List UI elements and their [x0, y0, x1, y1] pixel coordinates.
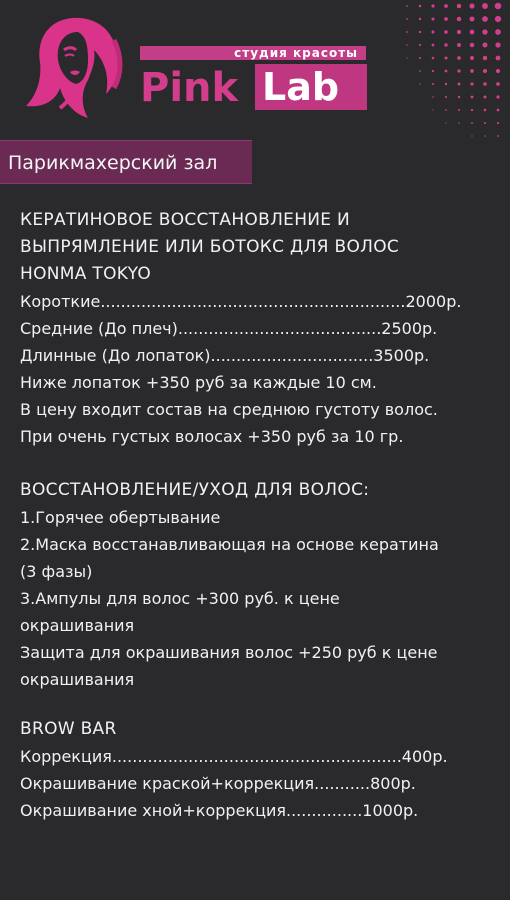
decorative-dot — [471, 135, 472, 136]
decorative-dot — [445, 122, 446, 123]
decorative-dot — [458, 96, 460, 98]
care-item: 1.Горячее обертывание — [20, 508, 221, 527]
decorative-dot — [471, 122, 473, 124]
keratin-heading-line: ВЫПРЯМЛЕНИЕ ИЛИ БОТОКС ДЛЯ ВОЛОС — [20, 237, 400, 257]
decorative-dot — [458, 122, 460, 124]
decorative-dots-pattern — [375, 0, 510, 190]
decorative-dot — [419, 44, 421, 46]
decorative-dot — [406, 31, 408, 33]
keratin-price-long: Длинные (До лопаток)................................3500р. — [20, 346, 430, 365]
decorative-dot — [406, 57, 407, 58]
care-item: 3.Ампулы для волос +300 руб. к цене — [20, 589, 340, 608]
decorative-dot — [457, 4, 462, 9]
decorative-dot — [470, 56, 474, 60]
decorative-dot — [496, 56, 501, 61]
decorative-dot — [495, 29, 501, 35]
keratin-note: При очень густых волосах +350 руб за 10 гр. — [20, 427, 404, 446]
decorative-dot — [482, 29, 487, 34]
brow-heading: BROW BAR — [20, 719, 117, 739]
decorative-dot — [419, 31, 421, 33]
decorative-dot — [471, 96, 474, 99]
section-title-hair-salon: Парикмахерский зал — [0, 140, 252, 184]
decorative-dot — [495, 16, 501, 22]
decorative-dot — [432, 109, 433, 110]
decorative-dot — [419, 5, 422, 8]
decorative-dot — [445, 96, 447, 98]
care-item: 2.Маска восстанавливающая на основе кератина — [20, 535, 439, 554]
keratin-price-medium: Средние (До плеч)........................................2500р. — [20, 319, 438, 338]
decorative-dot — [497, 135, 499, 137]
care-item: Защита для окрашивания волос +250 руб к цене — [20, 643, 438, 662]
decorative-dot — [406, 44, 408, 46]
decorative-dot — [483, 82, 487, 86]
keratin-note: В цену входит состав на среднюю густоту волос. — [20, 400, 438, 419]
decorative-dot — [457, 43, 461, 47]
brow-price-correction: Коррекция.........................................................400р. — [20, 747, 448, 766]
decorative-dot — [484, 135, 486, 137]
decorative-dot — [432, 31, 435, 34]
decorative-dot — [431, 4, 434, 7]
decorative-dot — [484, 109, 487, 112]
decorative-dot — [470, 43, 475, 48]
brow-price-henna: Окрашивание хной+коррекция...............1000р. — [20, 801, 419, 820]
decorative-dot — [471, 109, 473, 111]
decorative-dot — [497, 122, 499, 124]
decorative-dot — [419, 70, 421, 72]
decorative-dot — [482, 16, 488, 22]
woman-face-logo-icon — [18, 10, 130, 122]
decorative-dot — [458, 109, 460, 111]
care-item: (3 фазы) — [20, 562, 93, 581]
decorative-dot — [497, 109, 500, 112]
decorative-dot — [457, 30, 461, 34]
decorative-dot — [406, 5, 408, 7]
decorative-dot — [444, 17, 448, 21]
brow-price-paint: Окрашивание краской+коррекция...........800р. — [20, 774, 416, 793]
decorative-dot — [469, 16, 474, 21]
keratin-price-short: Короткие............................................................2000р. — [20, 292, 462, 311]
care-heading: ВОССТАНОВЛЕНИЕ/УХОД ДЛЯ ВОЛОС: — [20, 480, 370, 500]
decorative-dot — [419, 83, 420, 84]
decorative-dot — [457, 69, 460, 72]
decorative-dot — [457, 56, 461, 60]
decorative-dot — [483, 43, 488, 48]
decorative-dot — [495, 3, 502, 10]
decorative-dot — [419, 18, 421, 20]
logo-brand-pink: Pink — [140, 65, 239, 111]
decorative-dot — [432, 96, 434, 98]
logo-brand-lab: Lab — [262, 65, 340, 109]
decorative-dot — [432, 70, 434, 72]
decorative-dot — [419, 57, 421, 59]
decorative-dot — [484, 122, 486, 124]
decorative-dot — [482, 3, 488, 9]
decorative-dot — [470, 69, 474, 73]
price-list — [20, 207, 500, 824]
decorative-dot — [496, 82, 500, 86]
decorative-dot — [445, 109, 447, 111]
decorative-dot — [444, 43, 447, 46]
decorative-dot — [406, 18, 408, 20]
decorative-dot — [445, 83, 447, 85]
care-item: окрашивания — [20, 670, 135, 689]
decorative-dot — [432, 83, 434, 85]
decorative-dot — [469, 3, 474, 8]
decorative-dot — [457, 17, 461, 21]
decorative-dot — [483, 69, 487, 73]
decorative-dot — [470, 30, 475, 35]
keratin-heading-line: HONMA TOKYO — [20, 264, 152, 284]
care-item: окрашивания — [20, 616, 135, 635]
decorative-dot — [432, 57, 435, 60]
decorative-dot — [431, 17, 434, 20]
decorative-dot — [458, 83, 461, 86]
logo-tagline: студия красоты — [140, 46, 366, 60]
decorative-dot — [432, 44, 435, 47]
decorative-dot — [496, 69, 500, 73]
decorative-dot — [483, 95, 486, 98]
decorative-dot — [495, 42, 500, 47]
decorative-dot — [483, 56, 488, 61]
decorative-dot — [444, 56, 447, 59]
keratin-note: Ниже лопаток +350 руб за каждые 10 см. — [20, 373, 377, 392]
decorative-dot — [470, 82, 473, 85]
decorative-dot — [445, 70, 448, 73]
decorative-dot — [496, 95, 499, 98]
decorative-dot — [444, 4, 448, 8]
decorative-dot — [444, 30, 448, 34]
keratin-heading-line: КЕРАТИНОВОЕ ВОССТАНОВЛЕНИЕ И — [20, 210, 351, 230]
